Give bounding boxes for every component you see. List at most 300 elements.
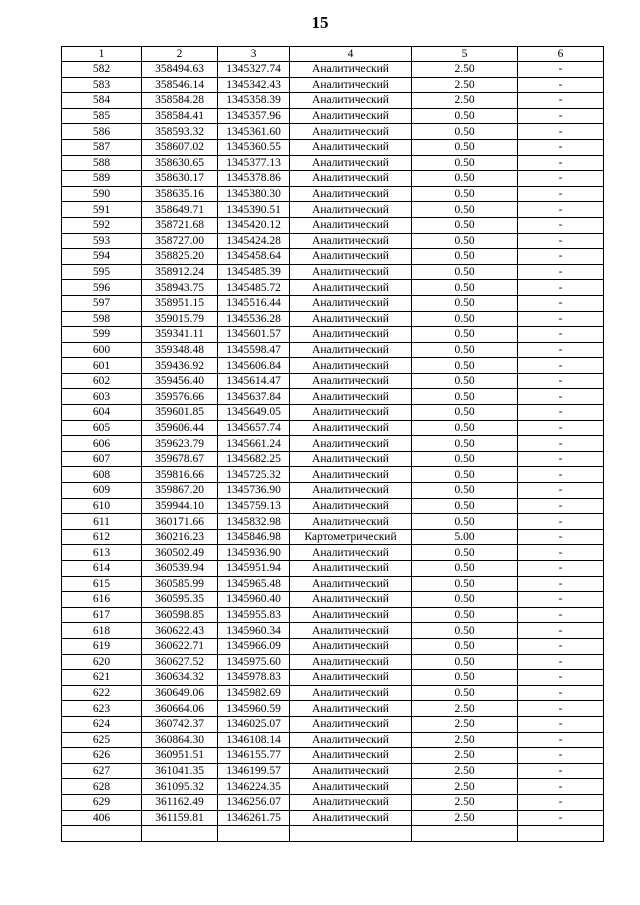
table-row	[62, 794, 604, 810]
table-row	[62, 592, 604, 608]
table-cell: Аналитический	[290, 62, 412, 78]
table-cell	[142, 826, 218, 842]
table-cell: 0.50	[412, 436, 518, 452]
table-cell: 608	[62, 467, 142, 483]
table-cell: 0.50	[412, 327, 518, 343]
table-cell: 1345975.60	[218, 654, 290, 670]
table-cell: 587	[62, 139, 142, 155]
table-cell: 619	[62, 638, 142, 654]
table-cell: 360595.35	[142, 592, 218, 608]
table-row	[62, 561, 604, 577]
table-cell: Аналитический	[290, 202, 412, 218]
table-cell	[518, 826, 604, 842]
table-cell: 622	[62, 685, 142, 701]
table-cell: Аналитический	[290, 373, 412, 389]
table-row	[62, 483, 604, 499]
table-cell: 0.50	[412, 186, 518, 202]
table-cell: 2.50	[412, 716, 518, 732]
table-cell: 1345960.34	[218, 623, 290, 639]
table-cell: -	[518, 108, 604, 124]
table-cell: 1346261.75	[218, 810, 290, 826]
table-cell: 0.50	[412, 233, 518, 249]
table-cell: 359015.79	[142, 311, 218, 327]
table-cell: 607	[62, 451, 142, 467]
table-cell: 1346199.57	[218, 763, 290, 779]
table-cell: 358951.15	[142, 295, 218, 311]
table-cell: -	[518, 716, 604, 732]
table-row	[62, 77, 604, 93]
table-cell: Аналитический	[290, 763, 412, 779]
table-cell: 359606.44	[142, 420, 218, 436]
coordinates-table	[61, 46, 604, 842]
table-cell: -	[518, 451, 604, 467]
table-cell: 1345598.47	[218, 342, 290, 358]
table-cell: Аналитический	[290, 779, 412, 795]
table-cell: 1345420.12	[218, 217, 290, 233]
table-cell: 1345982.69	[218, 685, 290, 701]
table-cell: 1345485.72	[218, 280, 290, 296]
table-cell: 1345380.30	[218, 186, 290, 202]
table-cell: -	[518, 186, 604, 202]
table-cell: -	[518, 670, 604, 686]
table-cell: -	[518, 280, 604, 296]
table-cell: 360585.99	[142, 576, 218, 592]
table-cell: 360951.51	[142, 748, 218, 764]
table-row	[62, 155, 604, 171]
table-cell: 1345965.48	[218, 576, 290, 592]
table-cell: Аналитический	[290, 420, 412, 436]
table-cell: 603	[62, 389, 142, 405]
table-cell: -	[518, 779, 604, 795]
table-cell: Аналитический	[290, 295, 412, 311]
table-cell: 1345736.90	[218, 483, 290, 499]
table-cell: 360864.30	[142, 732, 218, 748]
table-cell: Аналитический	[290, 498, 412, 514]
table-cell: 625	[62, 732, 142, 748]
table-cell: 0.50	[412, 670, 518, 686]
table-cell	[62, 826, 142, 842]
table-cell: 616	[62, 592, 142, 608]
table-cell: 592	[62, 217, 142, 233]
table-cell: 590	[62, 186, 142, 202]
table-cell	[218, 826, 290, 842]
table-cell: 0.50	[412, 685, 518, 701]
table-cell: 2.50	[412, 93, 518, 109]
table-cell: 612	[62, 529, 142, 545]
table-row	[62, 826, 604, 842]
table-cell: 1345485.39	[218, 264, 290, 280]
table-cell: 0.50	[412, 373, 518, 389]
table-cell: 2.50	[412, 701, 518, 717]
table-cell: Аналитический	[290, 249, 412, 265]
table-row	[62, 779, 604, 795]
table-row	[62, 389, 604, 405]
table-cell: Аналитический	[290, 124, 412, 140]
table-cell: 358546.14	[142, 77, 218, 93]
table-row	[62, 108, 604, 124]
table-cell: 615	[62, 576, 142, 592]
table-cell: 1346224.35	[218, 779, 290, 795]
table-cell: Аналитический	[290, 451, 412, 467]
table-cell: 627	[62, 763, 142, 779]
table-row	[62, 358, 604, 374]
table-row	[62, 732, 604, 748]
table-cell: -	[518, 748, 604, 764]
table-cell: 359341.11	[142, 327, 218, 343]
table-row	[62, 93, 604, 109]
table-cell: -	[518, 295, 604, 311]
table-cell: -	[518, 763, 604, 779]
table-cell: 621	[62, 670, 142, 686]
table-cell: -	[518, 217, 604, 233]
table-cell: Аналитический	[290, 389, 412, 405]
table-cell: -	[518, 654, 604, 670]
table-cell: 1345536.28	[218, 311, 290, 327]
table-cell: Аналитический	[290, 436, 412, 452]
column-header: 2	[142, 47, 218, 62]
table-cell: 1345978.83	[218, 670, 290, 686]
table-cell: Аналитический	[290, 514, 412, 530]
table-cell: 610	[62, 498, 142, 514]
table-cell: 605	[62, 420, 142, 436]
table-cell: 0.50	[412, 342, 518, 358]
table-cell: 588	[62, 155, 142, 171]
table-cell: 0.50	[412, 108, 518, 124]
table-cell: Аналитический	[290, 654, 412, 670]
table-row	[62, 311, 604, 327]
table-cell: 2.50	[412, 794, 518, 810]
table-cell: Аналитический	[290, 171, 412, 187]
table-cell: -	[518, 124, 604, 140]
table-cell: 1345682.25	[218, 451, 290, 467]
table-cell: 613	[62, 545, 142, 561]
table-cell: 359623.79	[142, 436, 218, 452]
column-header: 4	[290, 47, 412, 62]
table-row	[62, 638, 604, 654]
table-cell: Аналитический	[290, 592, 412, 608]
table-cell: -	[518, 358, 604, 374]
table-cell: 1345342.43	[218, 77, 290, 93]
table-cell: 359678.67	[142, 451, 218, 467]
table-row	[62, 62, 604, 78]
table-cell: 2.50	[412, 810, 518, 826]
table-cell: 0.50	[412, 202, 518, 218]
table-cell: -	[518, 373, 604, 389]
table-cell: -	[518, 327, 604, 343]
table-cell: 1345614.47	[218, 373, 290, 389]
table-cell: 617	[62, 607, 142, 623]
table-cell: 360664.06	[142, 701, 218, 717]
table-cell: Аналитический	[290, 405, 412, 421]
table-cell: -	[518, 623, 604, 639]
table-row	[62, 264, 604, 280]
table-cell: 1345951.94	[218, 561, 290, 577]
table-cell: -	[518, 498, 604, 514]
table-cell: 1345637.84	[218, 389, 290, 405]
table-cell: 1345649.05	[218, 405, 290, 421]
table-cell: 1345936.90	[218, 545, 290, 561]
table-row	[62, 171, 604, 187]
table-cell: Аналитический	[290, 217, 412, 233]
table-cell: 0.50	[412, 607, 518, 623]
table-cell: 585	[62, 108, 142, 124]
table-cell: 609	[62, 483, 142, 499]
table-cell: 583	[62, 77, 142, 93]
table-cell: -	[518, 342, 604, 358]
table-cell: 594	[62, 249, 142, 265]
table-cell: 0.50	[412, 249, 518, 265]
table-row	[62, 545, 604, 561]
table-cell: 360649.06	[142, 685, 218, 701]
table-cell: 0.50	[412, 467, 518, 483]
table-cell: Аналитический	[290, 794, 412, 810]
table-row	[62, 654, 604, 670]
table-cell: Аналитический	[290, 93, 412, 109]
table-cell: 602	[62, 373, 142, 389]
table-row	[62, 233, 604, 249]
table-cell: Аналитический	[290, 685, 412, 701]
table-cell: -	[518, 514, 604, 530]
table-row	[62, 327, 604, 343]
table-cell: 1345327.74	[218, 62, 290, 78]
table-cell: 1345657.74	[218, 420, 290, 436]
table-row	[62, 467, 604, 483]
table-cell: 599	[62, 327, 142, 343]
table-cell: 0.50	[412, 561, 518, 577]
table-cell: 1346155.77	[218, 748, 290, 764]
column-header: 5	[412, 47, 518, 62]
table-cell: 628	[62, 779, 142, 795]
table-cell: -	[518, 171, 604, 187]
table-cell: 360742.37	[142, 716, 218, 732]
table-row	[62, 763, 604, 779]
table-cell: 359348.48	[142, 342, 218, 358]
table-row	[62, 295, 604, 311]
table-cell: 1345832.98	[218, 514, 290, 530]
table-cell: -	[518, 436, 604, 452]
table-cell: 2.50	[412, 62, 518, 78]
table-row	[62, 576, 604, 592]
table-cell: 361159.81	[142, 810, 218, 826]
table-cell: 1345846.98	[218, 529, 290, 545]
table-cell: Аналитический	[290, 701, 412, 717]
table-cell: 0.50	[412, 638, 518, 654]
table-cell: -	[518, 576, 604, 592]
table-row	[62, 280, 604, 296]
table-cell: 0.50	[412, 171, 518, 187]
table-cell: 361041.35	[142, 763, 218, 779]
table-cell: 358630.65	[142, 155, 218, 171]
table-cell: Аналитический	[290, 139, 412, 155]
table-cell: 361095.32	[142, 779, 218, 795]
table-cell: 358494.63	[142, 62, 218, 78]
table-cell: 601	[62, 358, 142, 374]
table-cell: 606	[62, 436, 142, 452]
table-cell: 0.50	[412, 420, 518, 436]
table-row	[62, 607, 604, 623]
table-cell: 0.50	[412, 124, 518, 140]
table-cell: 0.50	[412, 451, 518, 467]
table-cell: -	[518, 249, 604, 265]
table-cell: 1345516.44	[218, 295, 290, 311]
table-cell: 360171.66	[142, 514, 218, 530]
table-row	[62, 529, 604, 545]
table-cell: -	[518, 62, 604, 78]
table-cell: 0.50	[412, 389, 518, 405]
table-cell: -	[518, 93, 604, 109]
table-cell: -	[518, 685, 604, 701]
table-cell: 358593.32	[142, 124, 218, 140]
table-cell: 591	[62, 202, 142, 218]
table-cell: 1345601.57	[218, 327, 290, 343]
table-cell: 0.50	[412, 139, 518, 155]
table-cell: 586	[62, 124, 142, 140]
table-cell: Аналитический	[290, 327, 412, 343]
table-cell: 629	[62, 794, 142, 810]
table-cell: 2.50	[412, 779, 518, 795]
table-cell: 598	[62, 311, 142, 327]
table-cell: 360216.23	[142, 529, 218, 545]
table-cell: 359576.66	[142, 389, 218, 405]
table-cell: 0.50	[412, 483, 518, 499]
table-cell: Аналитический	[290, 264, 412, 280]
table-row	[62, 373, 604, 389]
table-cell: 582	[62, 62, 142, 78]
table-cell: Аналитический	[290, 483, 412, 499]
table-cell: 1345960.40	[218, 592, 290, 608]
table-row	[62, 405, 604, 421]
table-cell: 0.50	[412, 592, 518, 608]
table-cell: 595	[62, 264, 142, 280]
table-cell: 0.50	[412, 264, 518, 280]
table-cell: -	[518, 155, 604, 171]
table-cell: 0.50	[412, 654, 518, 670]
table-header-row	[62, 47, 604, 62]
table-cell: 1345361.60	[218, 124, 290, 140]
table-cell: 1346108.14	[218, 732, 290, 748]
table-cell: -	[518, 638, 604, 654]
table-cell: -	[518, 607, 604, 623]
table-cell: 1345458.64	[218, 249, 290, 265]
table-cell: Аналитический	[290, 342, 412, 358]
table-cell: 2.50	[412, 732, 518, 748]
table-cell: Аналитический	[290, 280, 412, 296]
table-cell: 2.50	[412, 763, 518, 779]
table-cell: -	[518, 592, 604, 608]
table-cell	[412, 826, 518, 842]
table-cell: 618	[62, 623, 142, 639]
table-cell: 359436.92	[142, 358, 218, 374]
table-cell: 406	[62, 810, 142, 826]
table-cell: 1345377.13	[218, 155, 290, 171]
table-cell: Аналитический	[290, 623, 412, 639]
table-cell: 358649.71	[142, 202, 218, 218]
table-cell: 360627.52	[142, 654, 218, 670]
table-row	[62, 124, 604, 140]
table-cell: 624	[62, 716, 142, 732]
table-cell: 1345378.86	[218, 171, 290, 187]
table-cell: -	[518, 732, 604, 748]
table-cell: -	[518, 701, 604, 717]
table-cell: Аналитический	[290, 638, 412, 654]
table-cell: 1346256.07	[218, 794, 290, 810]
table-row	[62, 451, 604, 467]
table-row	[62, 670, 604, 686]
table-row	[62, 810, 604, 826]
table-cell: 360598.85	[142, 607, 218, 623]
table-cell: 5.00	[412, 529, 518, 545]
table-row	[62, 217, 604, 233]
table-cell: -	[518, 405, 604, 421]
table-cell: 1345424.28	[218, 233, 290, 249]
table-cell: 0.50	[412, 280, 518, 296]
table-cell: 0.50	[412, 576, 518, 592]
table-cell: 1346025.07	[218, 716, 290, 732]
table-cell: 360622.43	[142, 623, 218, 639]
table-cell: 359816.66	[142, 467, 218, 483]
table-cell: Аналитический	[290, 311, 412, 327]
table-cell: 1345955.83	[218, 607, 290, 623]
table-cell: -	[518, 233, 604, 249]
table-cell: 600	[62, 342, 142, 358]
table-cell: 0.50	[412, 623, 518, 639]
table-cell: 0.50	[412, 545, 518, 561]
table-cell: 2.50	[412, 748, 518, 764]
table-cell: 0.50	[412, 311, 518, 327]
table-cell: 0.50	[412, 155, 518, 171]
table-cell: 2.50	[412, 77, 518, 93]
table-cell: 360622.71	[142, 638, 218, 654]
table-cell: 1345358.39	[218, 93, 290, 109]
table-cell: Аналитический	[290, 716, 412, 732]
table-row	[62, 342, 604, 358]
page-number: 15	[311, 13, 329, 32]
table-cell: Аналитический	[290, 77, 412, 93]
table-cell: 358630.17	[142, 171, 218, 187]
table-cell: Аналитический	[290, 186, 412, 202]
table-cell: Аналитический	[290, 108, 412, 124]
table-row	[62, 249, 604, 265]
column-header: 1	[62, 47, 142, 62]
table-row	[62, 514, 604, 530]
table-cell: 359456.40	[142, 373, 218, 389]
table-cell: 359867.20	[142, 483, 218, 499]
table-cell: 626	[62, 748, 142, 764]
table-cell: Аналитический	[290, 155, 412, 171]
table-cell: Аналитический	[290, 358, 412, 374]
table-cell: 358635.16	[142, 186, 218, 202]
table-cell: -	[518, 810, 604, 826]
table-cell: Аналитический	[290, 732, 412, 748]
table-cell: -	[518, 389, 604, 405]
table-row	[62, 701, 604, 717]
table-cell: 0.50	[412, 498, 518, 514]
table-row	[62, 685, 604, 701]
table-cell: 0.50	[412, 514, 518, 530]
table-cell: -	[518, 561, 604, 577]
table-cell: 1345357.96	[218, 108, 290, 124]
table-cell: Аналитический	[290, 233, 412, 249]
table-cell: 1345960.59	[218, 701, 290, 717]
table-row	[62, 716, 604, 732]
table-cell: 358943.75	[142, 280, 218, 296]
table-row	[62, 623, 604, 639]
table-cell: Аналитический	[290, 607, 412, 623]
table-cell: 358721.68	[142, 217, 218, 233]
table-row	[62, 498, 604, 514]
table-cell: -	[518, 483, 604, 499]
table-cell: Аналитический	[290, 467, 412, 483]
